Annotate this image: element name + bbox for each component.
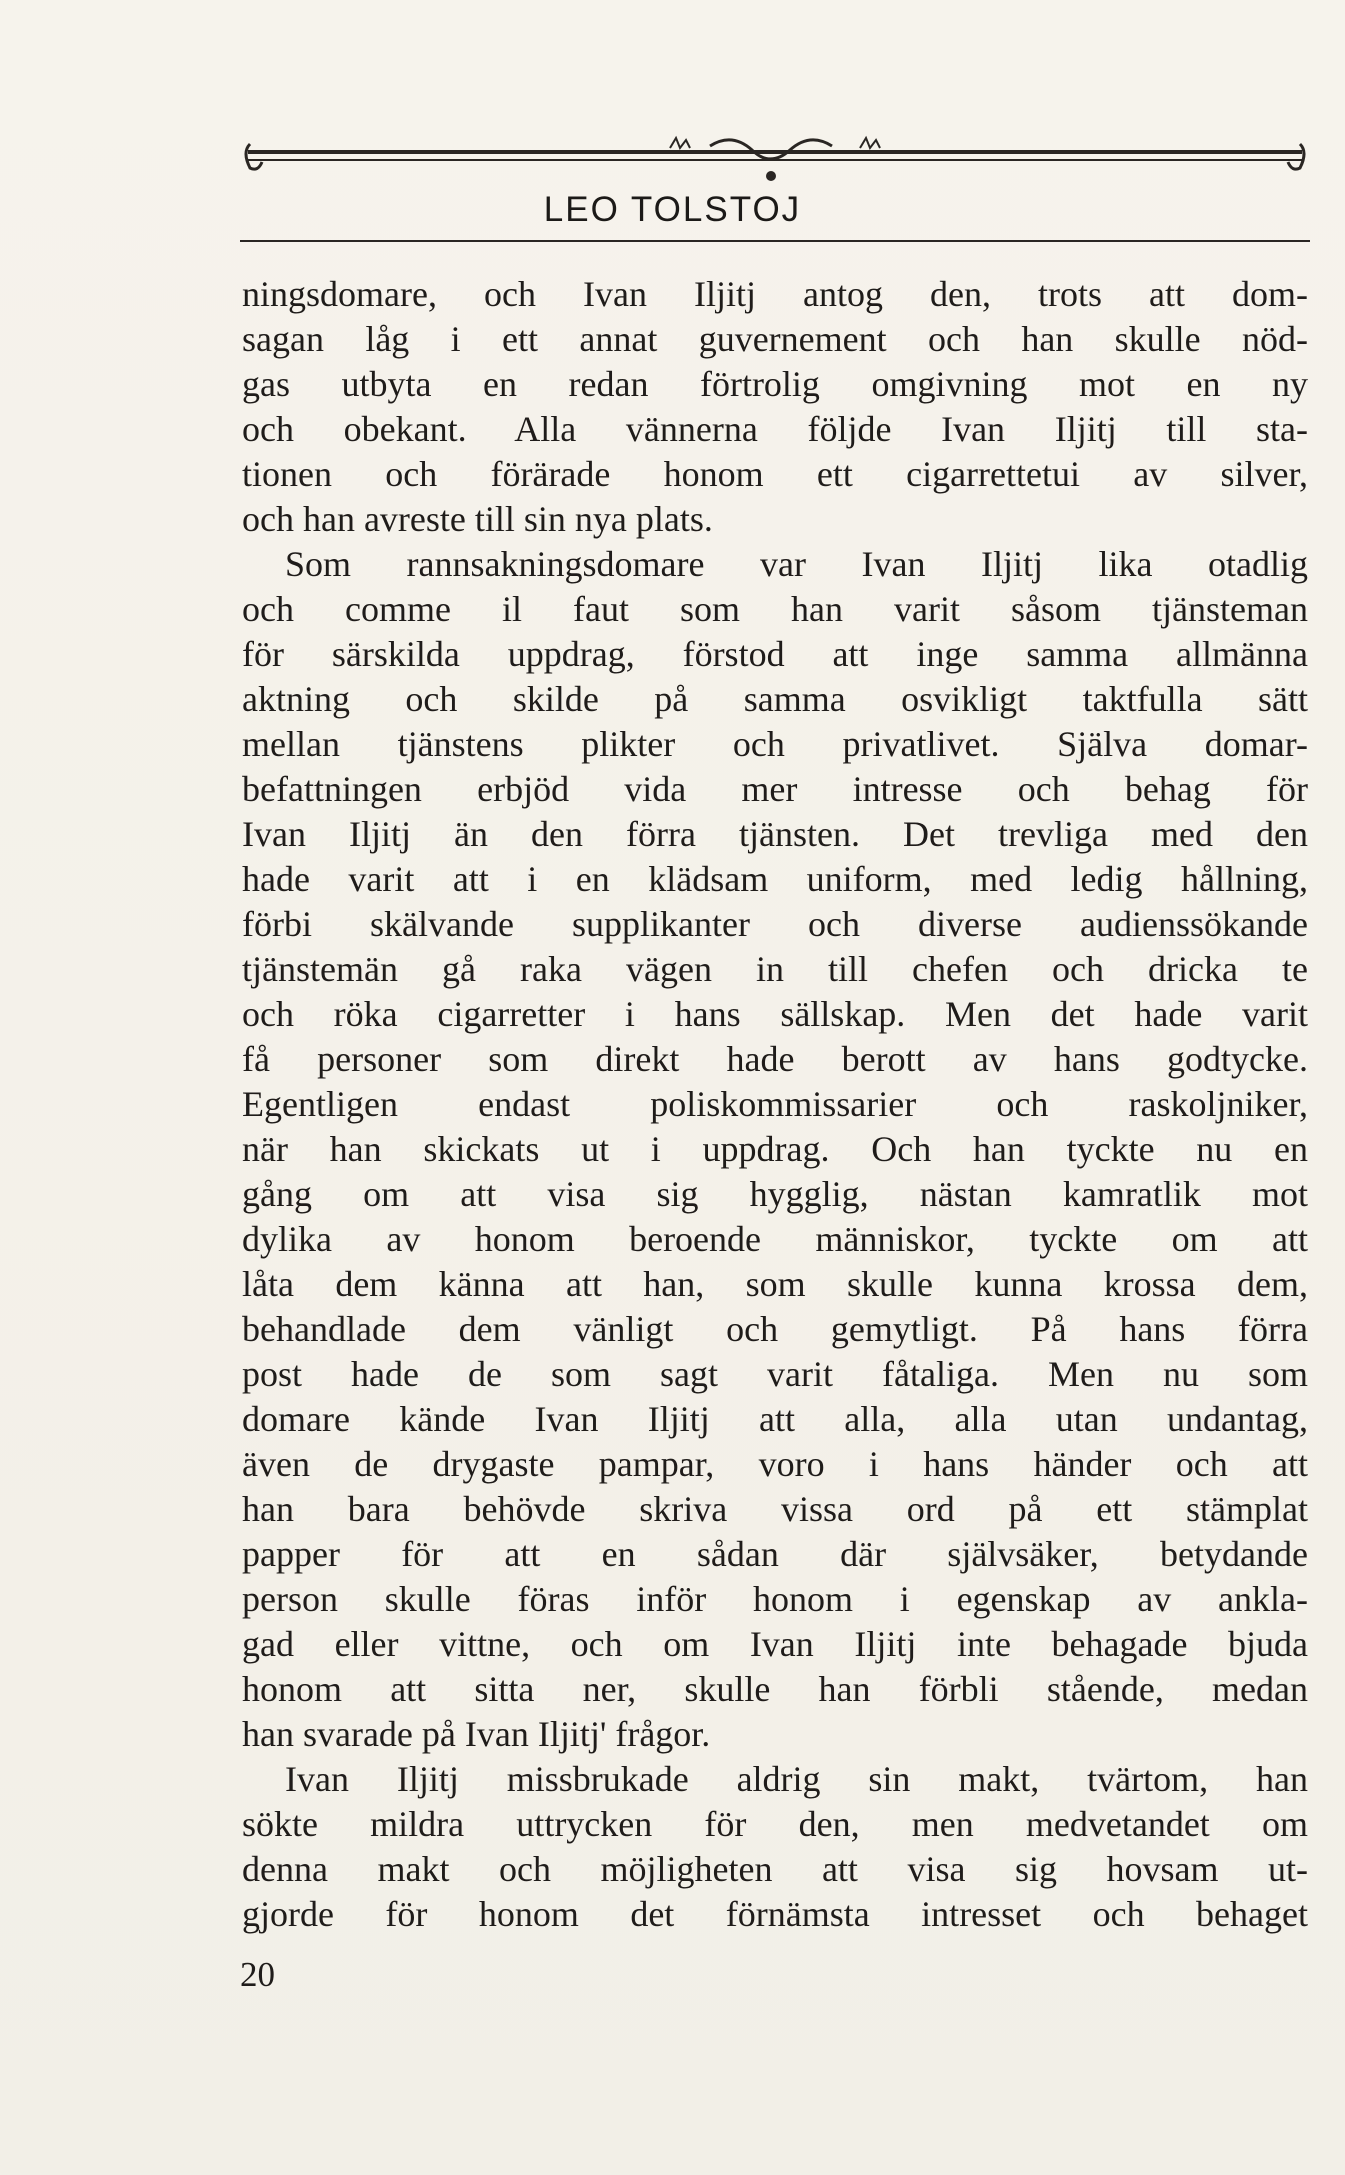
header-rule [240, 240, 1310, 242]
text-line: han svarade på Ivan Iljitj' frågor. [242, 1714, 711, 1754]
text-line: och comme il faut som han varit såsom tjänsteman [242, 589, 1308, 629]
text-line: mellan tjänstens plikter och privatlivet. Själva domar- [242, 724, 1308, 764]
text-line: han bara behövde skriva vissa ord på ett stämplat [242, 1489, 1308, 1529]
text-line: sökte mildra uttrycken för den, men medvetandet om [242, 1804, 1308, 1844]
text-line: för särskilda uppdrag, förstod att inge samma allmänna [242, 634, 1308, 674]
text-line: tjänstemän gå raka vägen in till chefen och dricka te [242, 949, 1308, 989]
running-head: LEO TOLSTOJ [543, 190, 802, 229]
text-line: Egentligen endast poliskommissarier och raskoljniker, [242, 1084, 1308, 1124]
text-line: låta dem känna att han, som skulle kunna krossa dem, [242, 1264, 1308, 1304]
text-line: och han avreste till sin nya plats. [242, 499, 713, 539]
text-line: aktning och skilde på samma osvikligt taktfulla sätt [242, 679, 1308, 719]
text-line: gad eller vittne, och om Ivan Iljitj inte behagade bjuda [242, 1624, 1308, 1664]
text-line: person skulle föras inför honom i egenskap av ankla- [242, 1579, 1308, 1619]
text-line: även de drygaste pampar, voro i hans händer och att [242, 1444, 1308, 1484]
text-line: domare kände Ivan Iljitj att alla, alla utan undantag, [242, 1399, 1308, 1439]
text-line: ningsdomare, och Ivan Iljitj antog den, trots att dom- [242, 274, 1308, 314]
text-line: Som rannsakningsdomare var Ivan Iljitj lika otadlig [285, 544, 1308, 584]
text-line: honom att sitta ner, skulle han förbli stående, medan [242, 1669, 1308, 1709]
text-line: förbi skälvande supplikanter och diverse audienssökande [242, 904, 1308, 944]
text-line: när han skickats ut i uppdrag. Och han tyckte nu en [242, 1129, 1308, 1169]
text-line: Ivan Iljitj än den förra tjänsten. Det trevliga med den [242, 814, 1308, 854]
text-line: sagan låg i ett annat guvernement och han skulle nöd- [242, 319, 1308, 359]
text-line: post hade de som sagt varit fåtaliga. Men nu som [242, 1354, 1308, 1394]
text-line: dylika av honom beroende människor, tyckte om att [242, 1219, 1308, 1259]
text-line: och obekant. Alla vännerna följde Ivan Iljitj till sta- [242, 409, 1308, 449]
text-line: gjorde för honom det förnämsta intresset och behaget [242, 1894, 1308, 1934]
page-number: 20 [240, 1955, 275, 1994]
body-text [242, 272, 1308, 1962]
text-line: och röka cigarretter i hans sällskap. Men det hade varit [242, 994, 1308, 1034]
text-line: befattningen erbjöd vida mer intresse och behag för [242, 769, 1308, 809]
header-ornament [240, 128, 1310, 188]
text-line: denna makt och möjligheten att visa sig hovsam ut- [242, 1849, 1308, 1889]
text-line: gång om att visa sig hygglig, nästan kamratlik mot [242, 1174, 1308, 1214]
text-line: behandlade dem vänligt och gemytligt. På hans förra [242, 1309, 1308, 1349]
text-line: Ivan Iljitj missbrukade aldrig sin makt, tvärtom, han [285, 1759, 1308, 1799]
text-line: gas utbyta en redan förtrolig omgivning mot en ny [242, 364, 1308, 404]
text-line: hade varit att i en klädsam uniform, med ledig hållning, [242, 859, 1308, 899]
text-line: få personer som direkt hade berott av hans godtycke. [242, 1039, 1308, 1079]
text-line: papper för att en sådan där självsäker, betydande [242, 1534, 1308, 1574]
text-line: tionen och förärade honom ett cigarrettetui av silver, [242, 454, 1308, 494]
